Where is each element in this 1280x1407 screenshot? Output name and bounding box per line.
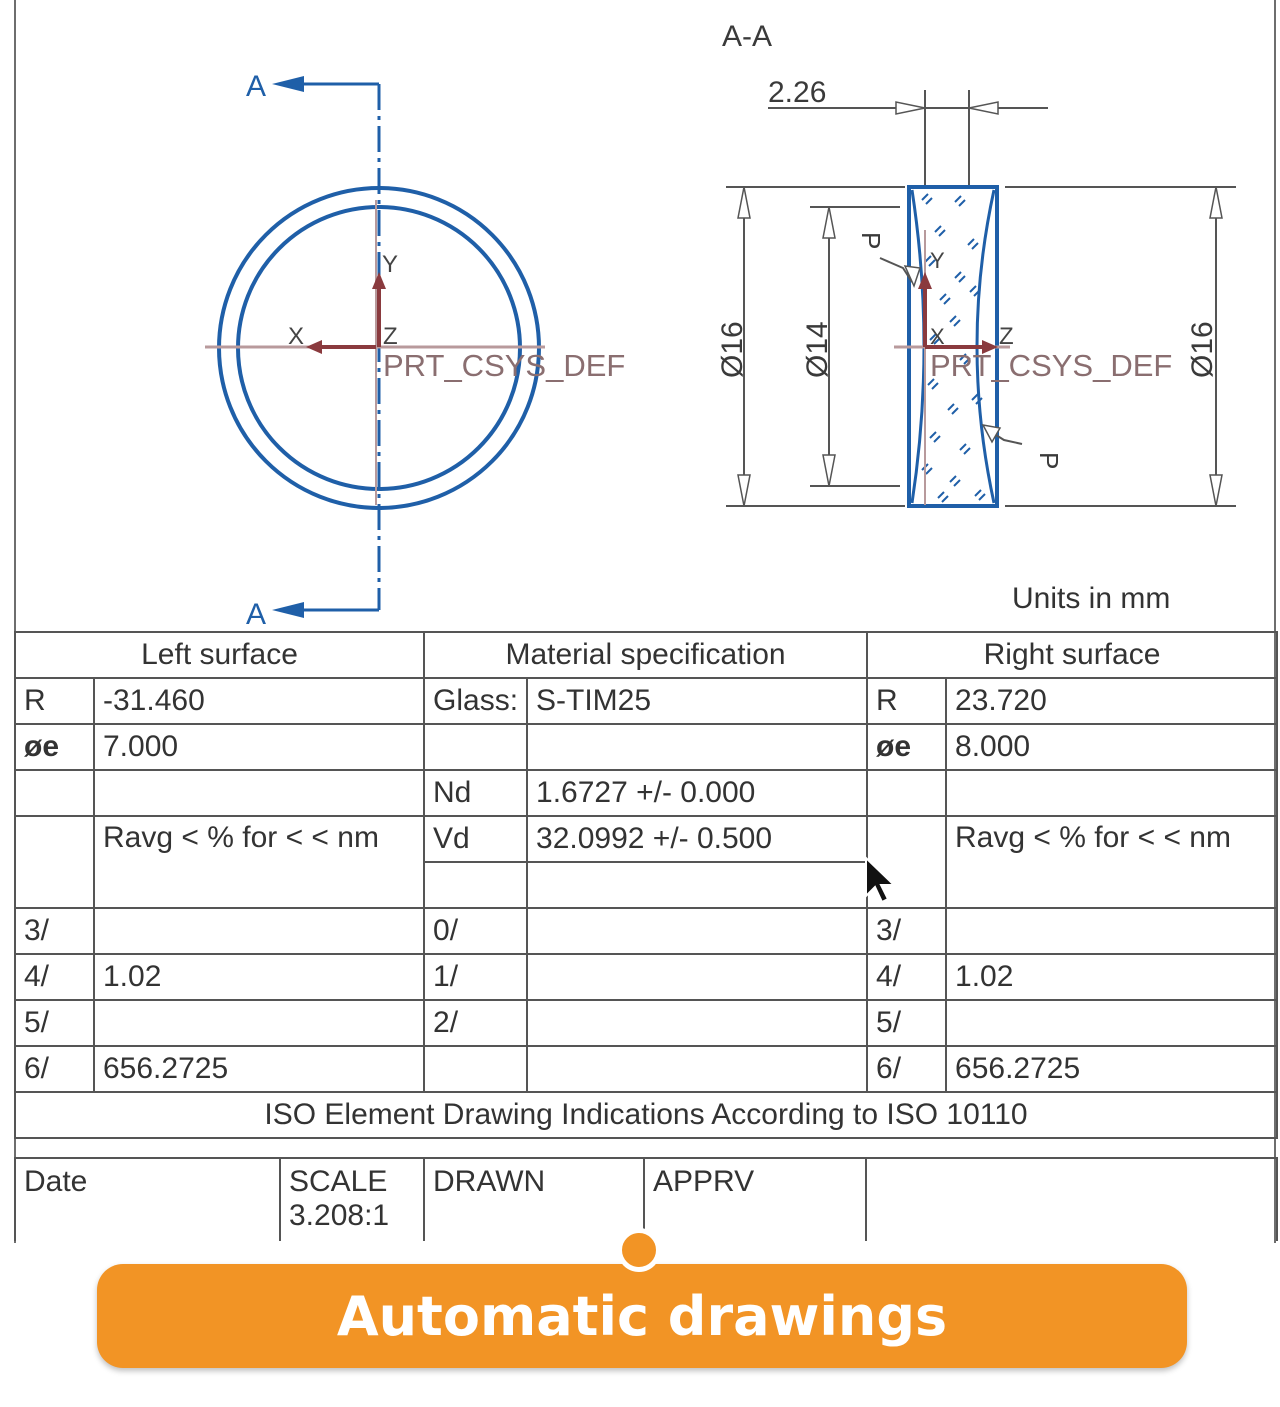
front-view xyxy=(205,70,625,631)
right-wavelength-label: 6/ xyxy=(867,1046,946,1092)
right-coating-spec: Ravg < % for < < nm xyxy=(946,816,1277,908)
right-tolerance-3-value xyxy=(946,908,1277,954)
right-effective-diameter-label: øe xyxy=(867,724,946,770)
left-wavelength-value: 656.2725 xyxy=(94,1046,424,1092)
specification-table xyxy=(14,631,1278,1139)
glass-value: S-TIM25 xyxy=(527,678,867,724)
section-csys-z-label: Z xyxy=(999,323,1014,350)
iso-note-row xyxy=(15,1092,1277,1138)
aperture-dim-arrow-bottom xyxy=(823,455,835,486)
section-marker-bottom: A xyxy=(246,598,267,631)
nd-label: Nd xyxy=(424,770,527,816)
title-block-empty-cell xyxy=(866,1158,1277,1241)
left-effective-diameter-label: øe xyxy=(15,724,94,770)
right-radius-value: 23.720 xyxy=(946,678,1277,724)
table-row xyxy=(15,1046,1277,1092)
right-surface-header: Right surface xyxy=(867,632,1277,678)
material-empty-cell xyxy=(527,1046,867,1092)
outer-diameter-label-left: Ø16 xyxy=(716,321,749,378)
caption-banner xyxy=(97,1264,1187,1368)
section-csys-x-label: X xyxy=(930,324,945,349)
table-header-row xyxy=(15,632,1277,678)
table-row xyxy=(15,724,1277,770)
left-tolerance-3-label: 3/ xyxy=(15,908,94,954)
thickness-dimension-label: 2.26 xyxy=(768,76,827,109)
left-tolerance-3-value xyxy=(94,908,424,954)
iso-note: ISO Element Drawing Indications According to ISO 10110 xyxy=(15,1092,1277,1138)
table-row xyxy=(15,678,1277,724)
surface-p-marker-bottom: P xyxy=(1034,452,1064,470)
outer-dim-arrow-bottom-left xyxy=(738,475,750,506)
section-marker-top: A xyxy=(246,70,267,103)
left-radius-label: R xyxy=(15,678,94,724)
material-empty-cell xyxy=(527,1000,867,1046)
csys-name-label: PRT_CSYS_DEF xyxy=(383,348,626,383)
drawn-field: DRAWN xyxy=(424,1158,644,1241)
table-row xyxy=(15,816,1277,862)
left-tolerance-4-value: 1.02 xyxy=(94,954,424,1000)
left-coating-spec: Ravg < % for < < nm xyxy=(94,816,424,908)
outer-dim-arrow-top-right xyxy=(1210,187,1222,218)
material-tolerance-2-label: 2/ xyxy=(424,1000,527,1046)
csys-x-label: X xyxy=(288,323,305,350)
table-row xyxy=(15,954,1277,1000)
right-tolerance-5-value xyxy=(946,1000,1277,1046)
left-effective-diameter-value: 7.000 xyxy=(94,724,424,770)
section-view xyxy=(716,20,1236,506)
material-empty-cell xyxy=(424,862,527,908)
outer-dim-arrow-top-left xyxy=(738,187,750,218)
left-tolerance-4-label: 4/ xyxy=(15,954,94,1000)
left-empty-cell xyxy=(94,770,424,816)
material-empty-cell xyxy=(424,724,527,770)
glass-label: Glass: xyxy=(424,678,527,724)
material-empty-cell xyxy=(424,1046,527,1092)
right-effective-diameter-value: 8.000 xyxy=(946,724,1277,770)
right-radius-label: R xyxy=(867,678,946,724)
right-tolerance-5-label: 5/ xyxy=(867,1000,946,1046)
left-wavelength-label: 6/ xyxy=(15,1046,94,1092)
material-empty-cell xyxy=(527,954,867,1000)
table-row xyxy=(15,770,1277,816)
outer-diameter-label-right: Ø16 xyxy=(1186,321,1219,378)
scale-label: SCALE xyxy=(289,1165,388,1198)
material-tolerance-0-label: 0/ xyxy=(424,908,527,954)
right-wavelength-value: 656.2725 xyxy=(946,1046,1277,1092)
nd-value: 1.6727 +/- 0.000 xyxy=(527,770,867,816)
section-arrow-top xyxy=(272,76,304,92)
section-title: A-A xyxy=(722,20,773,53)
right-empty-cell xyxy=(946,770,1277,816)
left-surface-header: Left surface xyxy=(15,632,424,678)
right-tolerance-4-value: 1.02 xyxy=(946,954,1277,1000)
vd-label: Vd xyxy=(424,816,527,862)
thickness-arrow-left xyxy=(896,102,925,114)
material-spec-header: Material specification xyxy=(424,632,867,678)
table-row xyxy=(15,1000,1277,1046)
left-tolerance-5-value xyxy=(94,1000,424,1046)
table-row xyxy=(15,908,1277,954)
csys-z-label: Z xyxy=(383,323,398,350)
clear-aperture-label: Ø14 xyxy=(801,321,834,378)
material-empty-cell xyxy=(527,908,867,954)
scale-value: 3.208:1 xyxy=(289,1199,390,1232)
technical-drawing xyxy=(0,0,1280,632)
date-field: Date xyxy=(15,1158,280,1241)
right-tolerance-4-label: 4/ xyxy=(867,954,946,1000)
csys-x-arrowhead xyxy=(306,340,322,354)
thickness-arrow-right xyxy=(969,102,998,114)
approved-field: APPRV xyxy=(644,1158,866,1241)
left-radius-value: -31.460 xyxy=(94,678,424,724)
material-empty-cell xyxy=(527,862,867,908)
right-empty-cell xyxy=(867,770,946,816)
material-tolerance-1-label: 1/ xyxy=(424,954,527,1000)
vd-value: 32.0992 +/- 0.500 xyxy=(527,816,867,862)
scale-field xyxy=(280,1158,424,1241)
mouse-cursor-icon xyxy=(862,856,902,906)
right-tolerance-3-label: 3/ xyxy=(867,908,946,954)
left-tolerance-5-label: 5/ xyxy=(15,1000,94,1046)
units-note: Units in mm xyxy=(1012,582,1171,615)
material-empty-cell xyxy=(527,724,867,770)
csys-y-label: Y xyxy=(382,251,399,278)
left-empty-cell xyxy=(15,816,94,908)
aperture-dim-arrow-top xyxy=(823,207,835,238)
section-csys-y-label: Y xyxy=(930,248,945,273)
section-arrow-bottom xyxy=(272,602,304,618)
section-csys-name-label: PRT_CSYS_DEF xyxy=(930,348,1173,383)
left-empty-cell xyxy=(15,770,94,816)
outer-dim-arrow-bottom-right xyxy=(1210,475,1222,506)
connector-dot xyxy=(617,1228,661,1272)
surface-p-marker-top: P xyxy=(856,232,886,250)
caption-text: Automatic drawings xyxy=(336,1284,948,1348)
